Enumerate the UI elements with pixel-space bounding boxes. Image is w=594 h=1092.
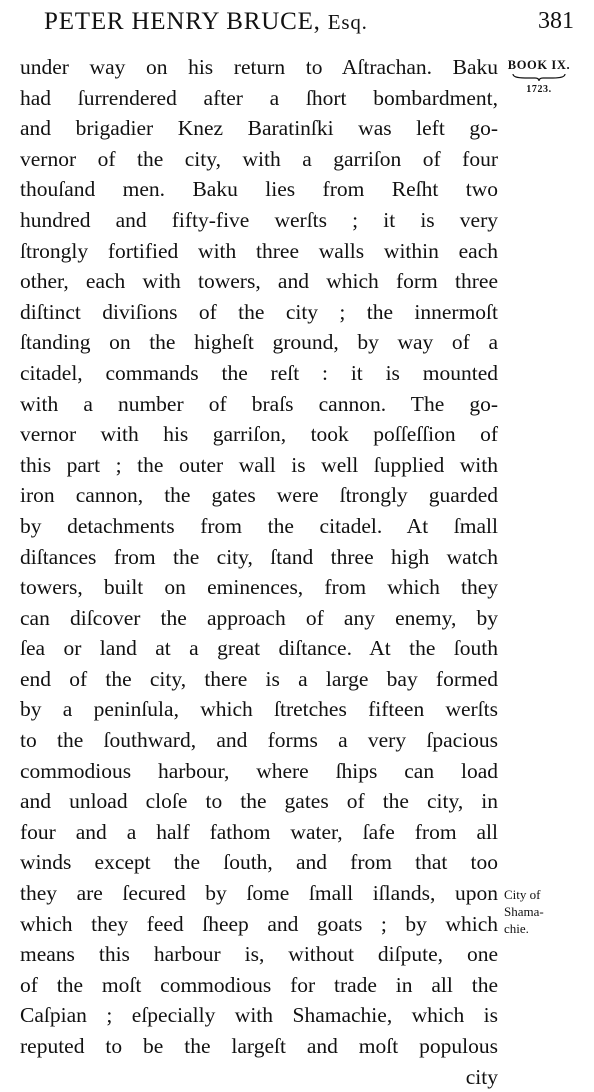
brace-ornament [511, 72, 567, 82]
text-line: means this harbour is, without diſpute, one [20, 942, 498, 967]
text-line: had ſurrendered after a ſhort bombardment, [20, 85, 498, 110]
side-note-line: Shama- [504, 904, 544, 919]
side-note-line: City of [504, 887, 541, 902]
text-line: vernor with his garriſon, took poſſeſſion of [20, 422, 498, 447]
side-note-line: chie. [504, 921, 529, 936]
text-line: hundred and fifty-five werſts ; it is very [20, 207, 498, 232]
text-line: can diſcover the approach of any enemy, by [20, 605, 498, 630]
margin-city-note [504, 886, 574, 937]
text-line: vernor of the city, with a garriſon of four [20, 146, 498, 171]
text-line-catchword: city [465, 1064, 498, 1089]
text-line: Caſpian ; eſpecially with Shamachie, which is [20, 1003, 498, 1028]
text-line: which they feed ſheep and goats ; by which [20, 911, 498, 936]
text-line: four and a half fathom water, ſafe from all [20, 819, 498, 844]
running-head [44, 8, 368, 36]
text-line: they are ſecured by ſome ſmall iſlands, upon [20, 881, 498, 906]
text-line: this part ; the outer wall is well ſupplied with [20, 452, 498, 477]
running-head-name: PETER HENRY BRUCE, [44, 8, 321, 35]
book-number: BOOK IX. [507, 58, 571, 72]
text-line: by detachments from the citadel. At ſmall [20, 513, 498, 538]
body-text [20, 52, 498, 1092]
text-line: by a peninſula, which ſtretches fifteen werſts [20, 697, 498, 722]
text-line: to the ſouthward, and forms a very ſpacious [20, 728, 498, 753]
text-line: ſea or land at a great diſtance. At the ſouth [20, 636, 498, 661]
text-line: under way on his return to Aſtrachan. Baku [20, 55, 498, 79]
text-line: diſtances from the city, ſtand three high watch [20, 544, 498, 569]
text-line: ſtrongly fortified with three walls within each [20, 238, 498, 263]
text-line: thouſand men. Baku lies from Reſht two [20, 177, 498, 202]
text-line: towers, built on eminences, from which they [20, 575, 498, 600]
running-head-suffix: Esq. [327, 10, 368, 34]
text-line: with a number of braſs cannon. The go- [20, 391, 498, 416]
text-line: end of the city, there is a large bay formed [20, 666, 498, 691]
text-line: and unload cloſe to the gates of the city, in [20, 789, 498, 814]
text-line: reputed to be the largeſt and moſt populous [20, 1034, 498, 1058]
text-line: citadel, commands the reſt : it is mounted [20, 360, 498, 385]
text-line: diſtinct diviſions of the city ; the innermoſt [20, 299, 498, 324]
margin-book-note [502, 58, 576, 95]
page-number: 381 [538, 8, 574, 34]
text-line: other, each with towers, and which form three [20, 269, 498, 294]
page-header [0, 4, 594, 44]
text-line: of the moſt commodious for trade in all the [20, 972, 498, 997]
text-line: iron cannon, the gates were ſtrongly guarded [20, 483, 498, 508]
text-line: ſtanding on the higheſt ground, by way of a [20, 330, 498, 355]
text-line: commodious harbour, where ſhips can load [20, 758, 498, 783]
text-line: and brigadier Knez Baratinſki was left go- [20, 116, 498, 141]
year-note: 1723. [526, 84, 552, 95]
text-line: winds except the ſouth, and from that too [20, 850, 498, 875]
